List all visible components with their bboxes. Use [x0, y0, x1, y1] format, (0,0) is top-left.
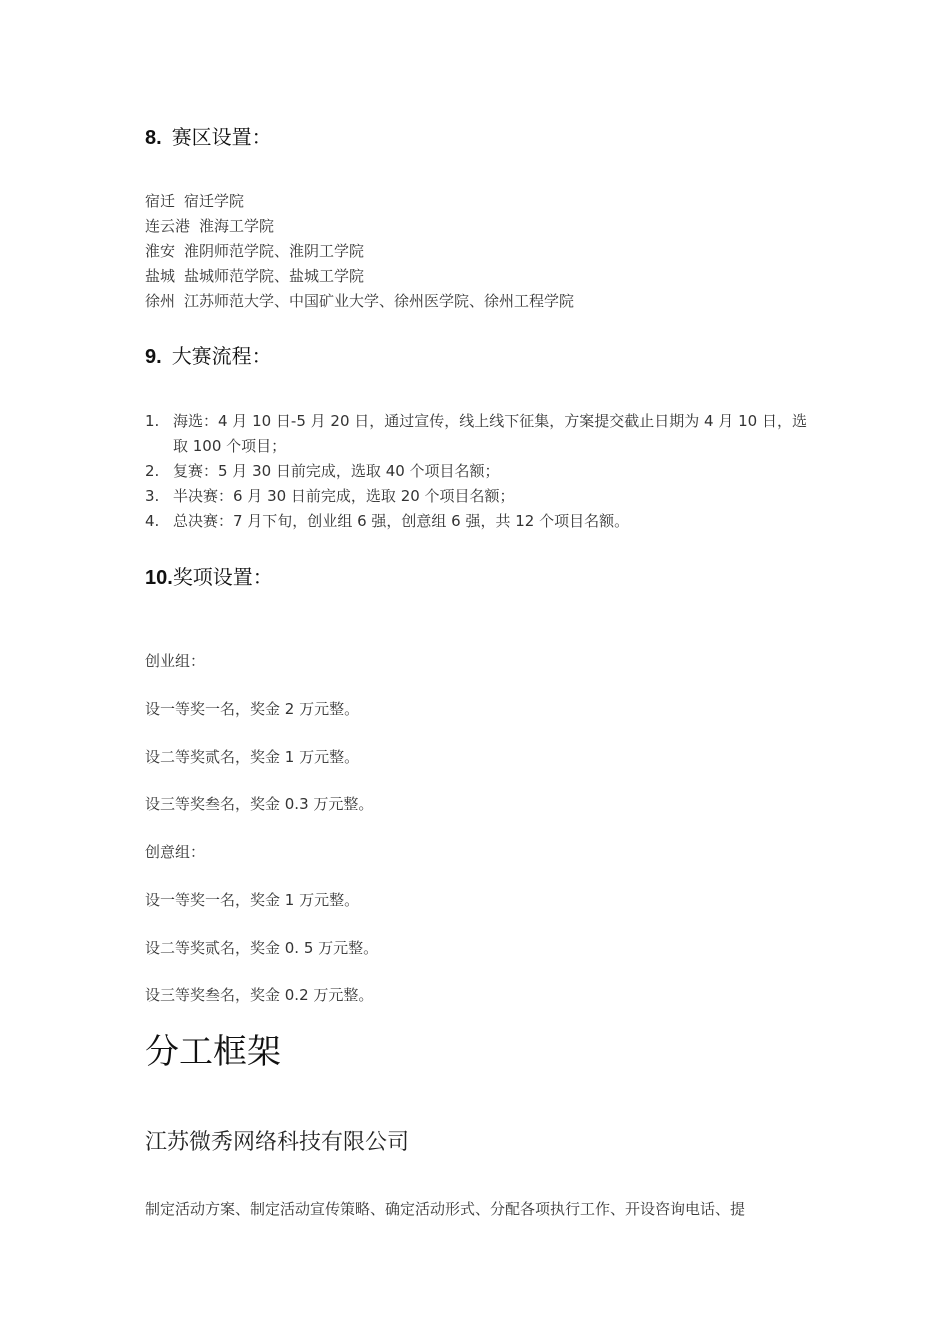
region-schools: 盐城师范学院、盐城工学院 — [184, 267, 365, 285]
award-line: 创意组： — [145, 843, 206, 861]
section-9-number: 9. — [145, 346, 162, 368]
division-heading: 分工框架 — [145, 1032, 281, 1072]
award-line: 设一等奖一名，奖金 2 万元整。 — [145, 700, 360, 718]
region-city: 淮安 — [145, 242, 176, 260]
section-10-heading — [145, 564, 273, 591]
list-item-text: 海选：4 月 10 日-5 月 20 日，通过宣传，线上线下征集，方案提交截止日期为 4 月 10 日，选取 100 个项目； — [173, 412, 807, 455]
region-city: 连云港 — [145, 217, 191, 235]
region-schools: 宿迁学院 — [184, 192, 245, 210]
list-item-text: 半决赛：6 月 30 日前完成，选取 20 个项目名额； — [173, 487, 515, 505]
region-schools: 淮阴师范学院、淮阴工学院 — [184, 242, 365, 260]
section-8-heading — [145, 124, 272, 151]
region-row — [145, 266, 364, 286]
list-item-number: 3. — [145, 487, 160, 505]
list-item-text: 复赛：5 月 30 日前完成，选取 40 个项目名额； — [173, 462, 500, 480]
region-city: 盐城 — [145, 267, 176, 285]
region-row — [145, 191, 244, 211]
section-10-number: 10. — [145, 567, 173, 589]
region-city: 宿迁 — [145, 192, 176, 210]
section-10-title: 奖项设置： — [172, 565, 273, 589]
list-item-number: 1. — [145, 412, 160, 430]
section-9-title: 大赛流程： — [171, 344, 272, 368]
region-row — [145, 241, 364, 261]
region-city: 徐州 — [145, 292, 176, 310]
company-name: 江苏微秀网络科技有限公司 — [145, 1130, 410, 1155]
list-item-number: 2. — [145, 462, 160, 480]
list-item-number: 4. — [145, 512, 160, 530]
region-schools: 淮海工学院 — [199, 217, 275, 235]
section-8-number: 8. — [145, 127, 162, 149]
award-line: 设二等奖贰名，奖金 1 万元整。 — [145, 748, 360, 766]
section-8-title: 赛区设置： — [171, 125, 272, 149]
award-line: 设三等奖叁名，奖金 0.3 万元整。 — [145, 795, 374, 813]
duties-text: 制定活动方案、制定活动宣传策略、确定活动形式、分配各项执行工作、开设咨询电话、提 — [145, 1200, 746, 1218]
award-line: 设二等奖贰名，奖金 0. 5 万元整。 — [145, 939, 379, 957]
region-row — [145, 216, 274, 236]
list-item-text: 总决赛：7 月下旬，创业组 6 强，创意组 6 强，共 12 个项目名额。 — [173, 512, 630, 530]
award-line: 创业组： — [145, 652, 206, 670]
section-9-heading — [145, 343, 272, 370]
award-line: 设一等奖一名，奖金 1 万元整。 — [145, 891, 360, 909]
region-schools: 江苏师范大学、中国矿业大学、徐州医学院、徐州工程学院 — [184, 292, 575, 310]
region-row — [145, 291, 574, 311]
award-line: 设三等奖叁名，奖金 0.2 万元整。 — [145, 986, 374, 1004]
